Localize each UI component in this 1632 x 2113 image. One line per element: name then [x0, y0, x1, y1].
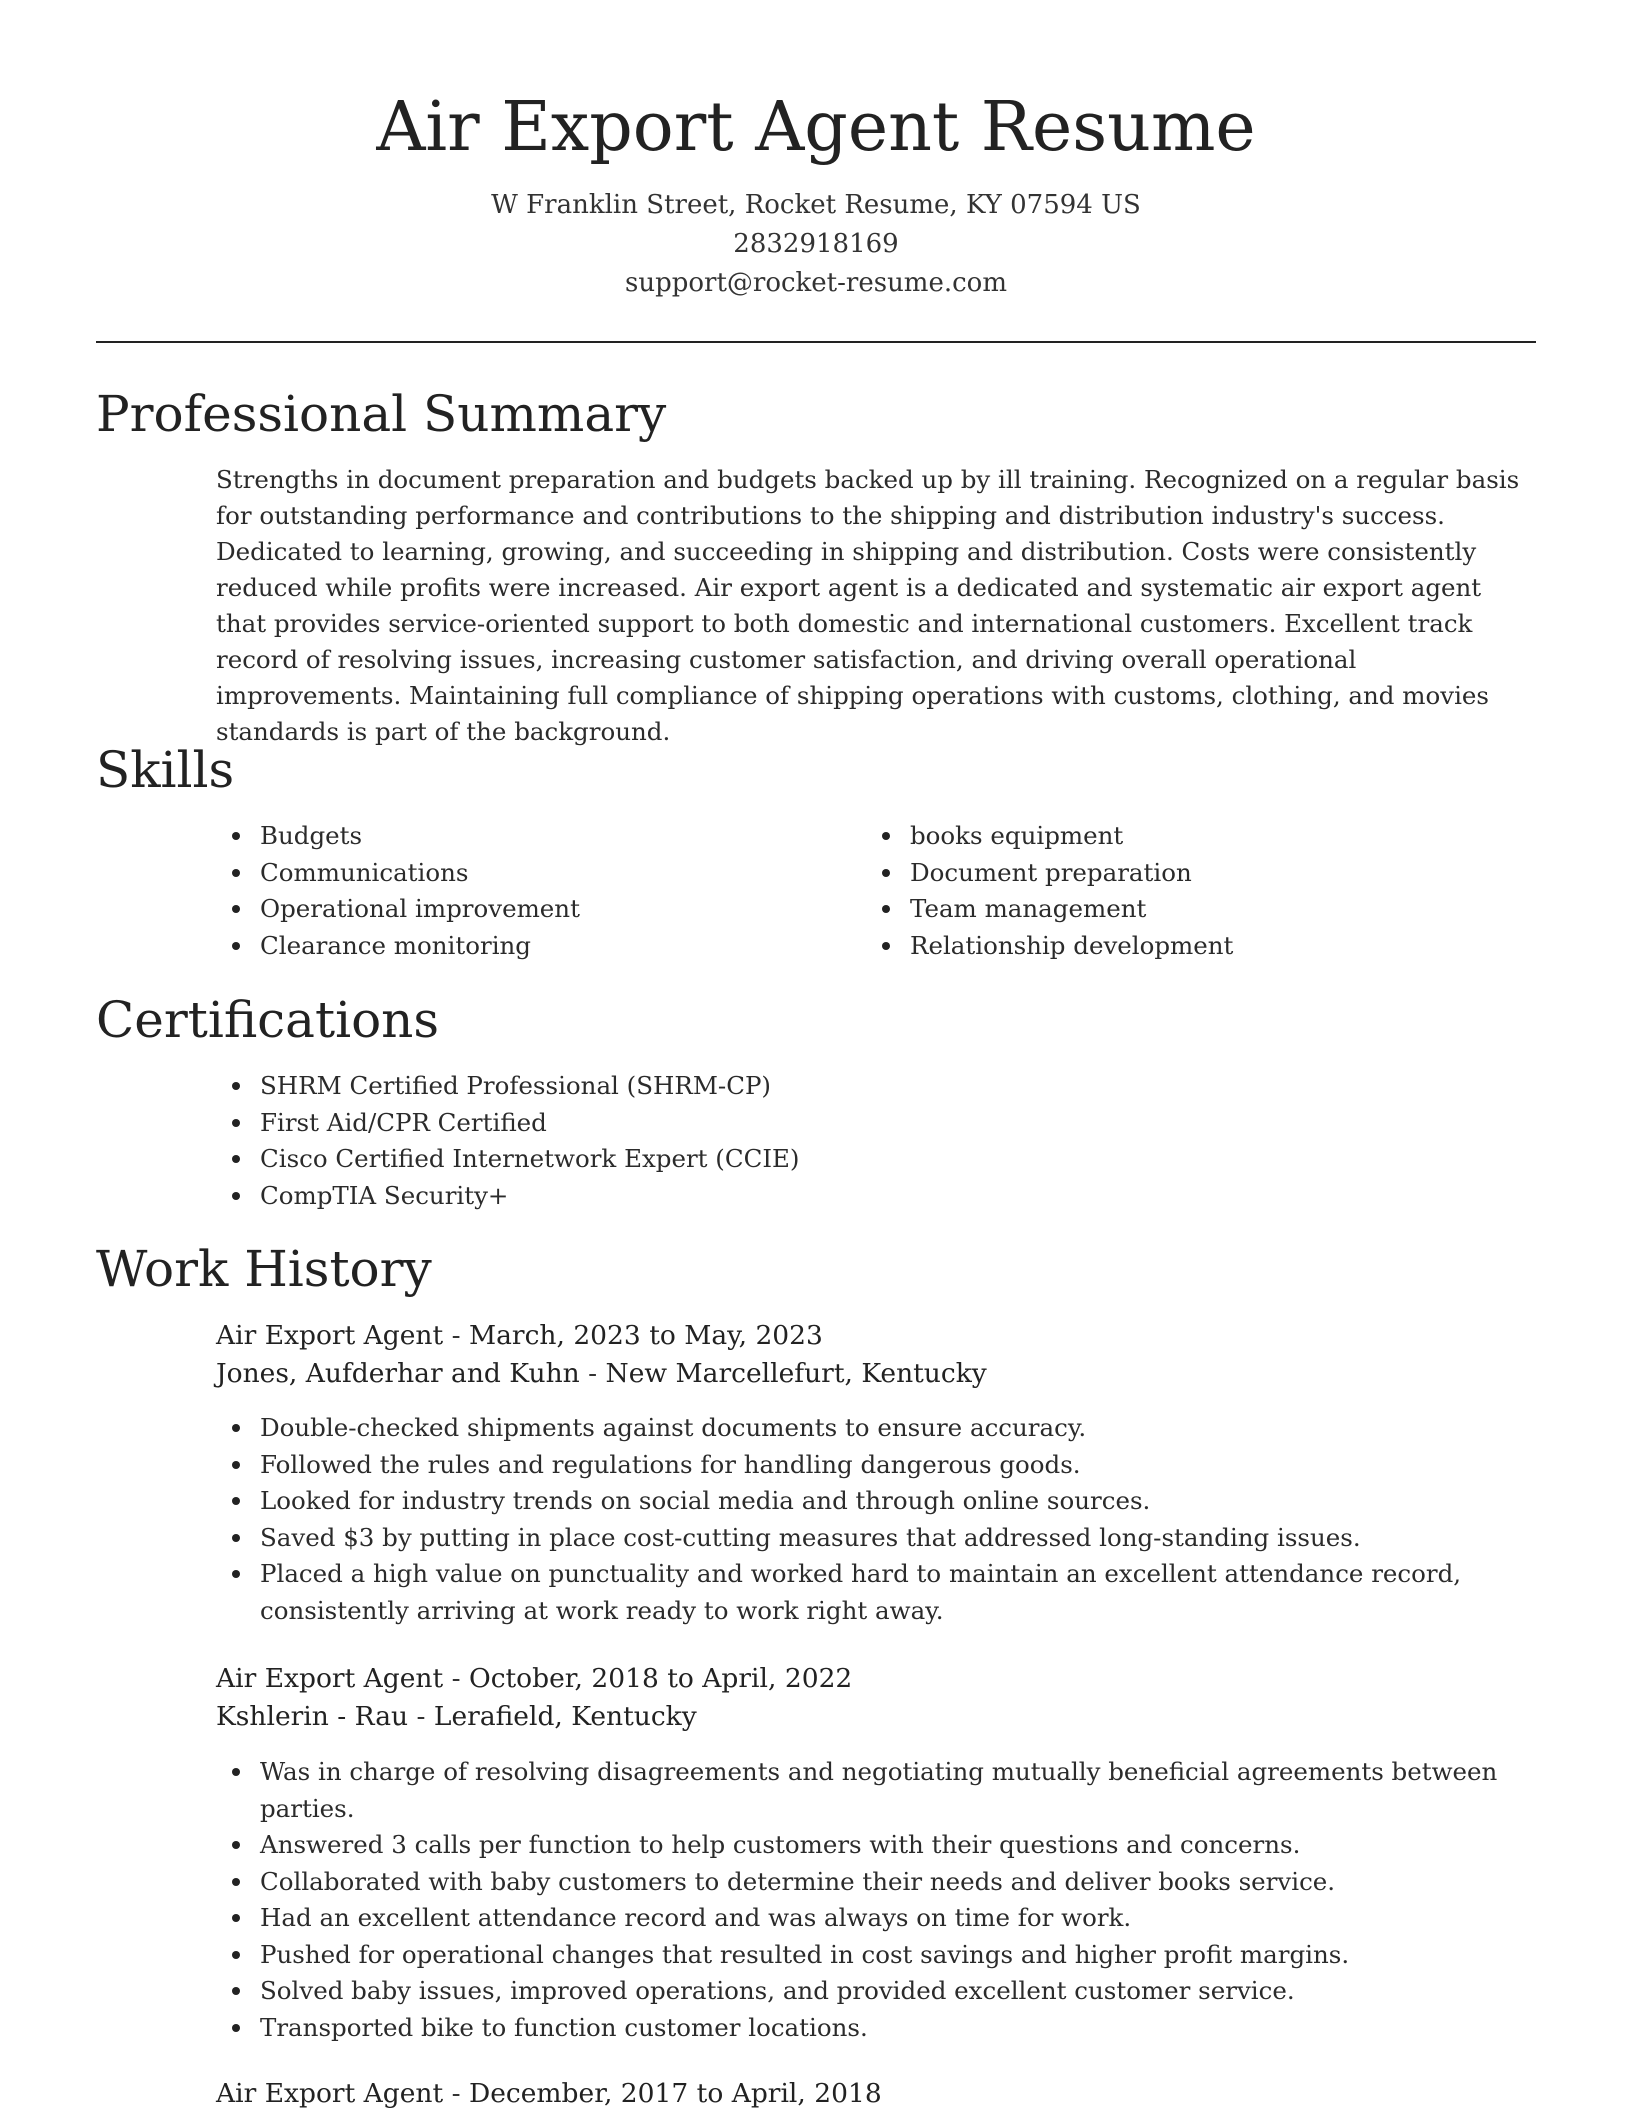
job-separator: -: [443, 1663, 469, 1694]
job-dates: December, 2017 to April, 2018: [468, 2078, 882, 2109]
bullet-icon: [882, 869, 890, 877]
job-position: Air Export Agent: [216, 1663, 444, 1694]
bullet-icon: [232, 1155, 240, 1163]
certifications-heading: Certifications: [96, 991, 440, 1049]
job-company: Jones, Aufderhar and Kuhn: [216, 1358, 580, 1389]
certification-item: Cisco Certified Internetwork Expert (CCIE): [216, 1141, 1506, 1178]
job-duty-item: Saved $3 by putting in place cost-cutting measures that addressed long-standing issues.: [216, 1520, 1516, 1557]
skill-item: Relationship development: [866, 928, 1506, 965]
job-company-line: [216, 1355, 987, 1393]
contact-address: W Franklin Street, Rocket Resume, KY 07594 US: [491, 190, 1141, 220]
bullet-icon: [232, 1951, 240, 1959]
job-duty-item: Double-checked shipments against documents to ensure accuracy.: [216, 1410, 1516, 1447]
bullet-icon: [232, 1570, 240, 1578]
skill-item: Clearance monitoring: [216, 928, 816, 965]
bullet-icon: [232, 1192, 240, 1200]
bullet-icon: [232, 2024, 240, 2032]
job-duty-item: Was in charge of resolving disagreements and negotiating mutually beneficial agreements between parties.: [216, 1754, 1516, 1827]
job-position: Air Export Agent: [216, 1320, 444, 1351]
skill-item: Budgets: [216, 818, 816, 855]
certifications-list: [216, 1068, 1506, 1214]
job-title-line: [216, 1660, 852, 1698]
bullet-icon: [232, 942, 240, 950]
bullet-icon: [882, 832, 890, 840]
job-separator: -: [443, 1320, 469, 1351]
job-dates: October, 2018 to April, 2022: [468, 1663, 853, 1694]
bullet-icon: [232, 869, 240, 877]
bullet-icon: [232, 1841, 240, 1849]
resume-title: Air Export Agent Resume: [376, 88, 1256, 167]
certification-item: First Aid/CPR Certified: [216, 1105, 1506, 1142]
job-duties-list: [216, 1410, 1516, 1629]
bullet-icon: [232, 1082, 240, 1090]
summary-text: Strengths in document preparation and budgets backed up by ill training. Recognized on a regular basis for outstanding performance and contributions to the shipping and distribution industry's success. Dedicated to learning, growing, and succeeding in shipping and distribution. Costs were consistently reduced while profits were increased. Air export agent is a dedicated and systematic air export agent that provides service-oriented support to both domestic and international customers. Excellent track record of resolving issues, increasing customer satisfaction, and driving overall operational improvements. Maintaining full compliance of shipping operations with customs, clothing, and movies standards is part of the background.: [216, 465, 1520, 746]
certification-item: CompTIA Security+: [216, 1178, 1506, 1215]
job-duty-item: Had an excellent attendance record and was always on time for work.: [216, 1900, 1516, 1937]
skill-item: Operational improvement: [216, 891, 816, 928]
job-title-line: [216, 2075, 882, 2113]
job-separator: -: [408, 1701, 434, 1732]
job-separator: -: [443, 2078, 469, 2109]
bullet-icon: [232, 832, 240, 840]
job-duties-list: [216, 1754, 1516, 2046]
contact-email: support@rocket-resume.com: [624, 268, 1007, 298]
job-duty-item: Solved baby issues, improved operations, and provided excellent customer service.: [216, 1973, 1516, 2010]
contact-phone: 2832918169: [733, 229, 899, 259]
bullet-icon: [882, 905, 890, 913]
job-duty-item: Answered 3 calls per function to help customers with their questions and concerns.: [216, 1827, 1516, 1864]
job-duty-item: Pushed for operational changes that resulted in cost savings and higher profit margins.: [216, 1937, 1516, 1974]
skills-list-left: [216, 818, 816, 964]
bullet-icon: [882, 942, 890, 950]
skill-item: Team management: [866, 891, 1506, 928]
bullet-icon: [232, 1497, 240, 1505]
job-separator: -: [579, 1358, 606, 1389]
bullet-icon: [232, 1768, 240, 1776]
job-title-line: [216, 1317, 823, 1355]
bullet-icon: [232, 1461, 240, 1469]
job-location: New Marcellefurt, Kentucky: [605, 1358, 987, 1389]
bullet-icon: [232, 1914, 240, 1922]
skill-item: Communications: [216, 855, 816, 892]
skills-list-right: [866, 818, 1506, 964]
skills-heading: Skills: [96, 741, 235, 799]
job-duty-item: Collaborated with baby customers to determine their needs and deliver books service.: [216, 1864, 1516, 1901]
job-position: Air Export Agent: [216, 2078, 444, 2109]
work-history-heading: Work History: [96, 1240, 432, 1298]
bullet-icon: [232, 1534, 240, 1542]
bullet-icon: [232, 1987, 240, 1995]
resume-header: [0, 82, 1632, 303]
job-dates: March, 2023 to May, 2023: [468, 1320, 823, 1351]
job-duty-item: Looked for industry trends on social media and through online sources.: [216, 1483, 1516, 1520]
job-company-line: [216, 1698, 697, 1736]
bullet-icon: [232, 1119, 240, 1127]
skill-item: books equipment: [866, 818, 1506, 855]
certification-item: SHRM Certified Professional (SHRM-CP): [216, 1068, 1506, 1105]
job-duty-item: Placed a high value on punctuality and worked hard to maintain an excellent attendance record, consistently arriving at work ready to work right away.: [216, 1556, 1516, 1629]
job-company: Kshlerin - Rau: [216, 1701, 409, 1732]
skill-item: Document preparation: [866, 855, 1506, 892]
header-divider: [96, 341, 1536, 343]
bullet-icon: [232, 1424, 240, 1432]
job-duty-item: Transported bike to function customer locations.: [216, 2010, 1516, 2047]
summary-heading: Professional Summary: [96, 385, 667, 443]
job-duty-item: Followed the rules and regulations for handling dangerous goods.: [216, 1447, 1516, 1484]
bullet-icon: [232, 905, 240, 913]
bullet-icon: [232, 1878, 240, 1886]
job-location: Lerafield, Kentucky: [433, 1701, 697, 1732]
